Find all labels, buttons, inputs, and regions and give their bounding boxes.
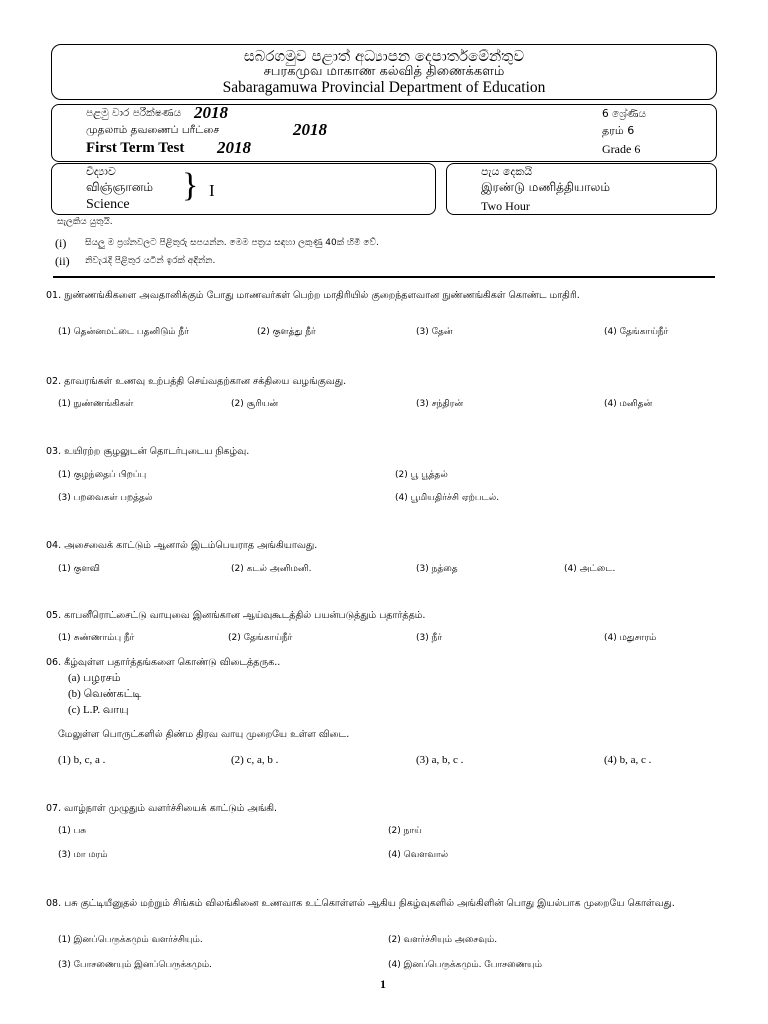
- exam-box: [51, 104, 717, 162]
- exam-year-2: 2018: [293, 120, 327, 139]
- q8-option-1[interactable]: (1) இனப்பெருக்கமும் வளர்ச்சியும்.: [58, 935, 203, 945]
- q6-option-4[interactable]: (4) b, a, c .: [604, 754, 652, 766]
- q3-option-2[interactable]: (2) பூ பூத்தல்: [395, 470, 448, 480]
- instruction-1-num: (i): [55, 236, 67, 250]
- q8-option-4[interactable]: (4) இனப்பெருக்கமும். போசணையும்: [388, 960, 543, 970]
- q1-option-4[interactable]: (4) தேங்காய்நீர்: [604, 327, 669, 337]
- exam-english: First Term Test: [86, 140, 185, 156]
- page-number: 1: [380, 977, 386, 991]
- question-7: 07. வாழ்நாள் முழுதும் வளர்ச்சியைக் காட்டும் அங்கி.: [46, 803, 278, 814]
- q8-option-3[interactable]: (3) போசணையும் இனப்பெருக்கமும்.: [58, 960, 213, 970]
- instruction-2-text: නිවැරැදි පිළිතුර යටින් ඉරක් අඳින්න.: [85, 256, 216, 266]
- divider-line: [53, 276, 715, 278]
- q1-option-2[interactable]: (2) குளத்து நீர்: [257, 327, 316, 337]
- q6-option-2[interactable]: (2) c, a, b .: [231, 754, 279, 766]
- q4-option-4[interactable]: (4) அட்டை.: [564, 564, 616, 574]
- question-2: 02. தாவரங்கள் உணவு உற்பத்தி செய்வதற்கான சக்தியை வழங்குவது.: [46, 376, 347, 387]
- q3-option-3[interactable]: (3) பறவைகள் பறத்தல்: [58, 493, 153, 503]
- grade-sinhala: 6 ශ්‍රේණිය: [602, 108, 647, 120]
- subject-english: Science: [86, 197, 130, 212]
- duration-box: [446, 163, 717, 215]
- q2-option-2[interactable]: (2) சூரியன்: [231, 399, 279, 409]
- q3-option-4[interactable]: (4) பூமியதிர்ச்சி ஏற்படல்.: [395, 493, 500, 503]
- instruction-1-text: සියලු ම ප්‍රශ්නවලට පිළිතුරු සපයන්න. මෙම පත්‍රය සඳහා ලකුණු 40ක් හිමි වේ.: [85, 238, 379, 248]
- q7-option-3[interactable]: (3) மா மரம்: [58, 850, 108, 860]
- q6-option-1[interactable]: (1) b, c, a .: [58, 754, 106, 766]
- exam-sinhala: පළමු වාර පරීක්ෂණය: [86, 107, 182, 119]
- grade-tamil: தரம் 6: [602, 124, 635, 137]
- q2-option-3[interactable]: (3) சந்திரன்: [416, 399, 464, 409]
- q4-option-3[interactable]: (3) நத்தை: [416, 564, 458, 574]
- subject-brace: }: [182, 167, 199, 204]
- q4-option-1[interactable]: (1) குளவி: [58, 564, 100, 574]
- subject-box: [51, 163, 436, 215]
- q7-option-4[interactable]: (4) வௌவால்: [388, 850, 449, 860]
- question-3: 03. உயிரற்ற சூழலுடன் தொடர்புடைய நிகழ்வு.: [46, 446, 250, 457]
- question-5: 05. காபனீரொட்சைட்டு வாயுவை இனங்கான ஆய்வுகூடத்தில் பயன்படுத்தும் பதார்த்தம்.: [46, 610, 426, 621]
- q5-option-4[interactable]: (4) மதுசாரம்: [604, 633, 657, 643]
- q6-prompt: மேலுள்ள பொருட்களில் திண்ம திரவ வாயு முறையே உள்ள விடை.: [58, 729, 350, 740]
- header-tamil: சபரகமுவ மாகாண கல்வித் திணைக்களம்: [263, 64, 505, 79]
- subject-sinhala: විද්‍යාව: [86, 165, 116, 178]
- q7-option-1[interactable]: (1) பசு: [58, 826, 87, 836]
- exam-tamil: முதலாம் தவணைப் பரீட்சை: [86, 124, 220, 136]
- q6-item-a: (a) பழரசம்: [68, 672, 121, 684]
- q6-item-b: (b) வெண்கட்டி: [68, 688, 142, 700]
- q2-option-4[interactable]: (4) மனிதன்: [604, 399, 653, 409]
- q5-option-3[interactable]: (3) நீர்: [416, 633, 443, 643]
- question-1: 01. நுண்ணங்கிகளை அவதானிக்கும் போது மாணவர்கள் பெற்ற மாதிரியில் குறைந்தளவான நுண்ணங்கிகள் கொண்ட மாதிரி.: [46, 290, 580, 301]
- q5-option-2[interactable]: (2) தேங்காய்நீர்: [228, 633, 293, 643]
- q5-option-1[interactable]: (1) சுண்ணாம்பு நீர்: [58, 633, 135, 643]
- header-english: Sabaragamuwa Provincial Department of Education: [222, 79, 546, 96]
- subject-tamil: விஞ்ஞானம்: [86, 180, 153, 194]
- q6-option-3[interactable]: (3) a, b, c .: [416, 754, 464, 766]
- instructions-title: සැලකිය යුතුයි.: [57, 217, 113, 227]
- question-4: 04. அசைவைக் காட்டும் ஆனால் இடம்பெயராத அங்கியாவது.: [46, 540, 318, 551]
- instruction-2-num: (ii): [55, 254, 70, 268]
- q8-option-2[interactable]: (2) வளர்ச்சியும் அசைவும்.: [388, 935, 498, 945]
- q2-option-1[interactable]: (1) நுண்ணங்கிகள்: [58, 399, 134, 409]
- grade-english: Grade 6: [602, 142, 641, 156]
- header-sinhala: සබරගමුව පළාත් අධ්‍යාපන දෙපාර්තමේන්තුව: [243, 47, 525, 65]
- question-6: 06. கீழ்வுள்ள பதார்த்தங்களை கொண்டு விடைத்தருக..: [46, 657, 281, 668]
- duration-tamil: இரண்டு மணித்தியாலம்: [481, 180, 610, 194]
- q4-option-2[interactable]: (2) கடல் அனிமனி.: [231, 564, 312, 574]
- exam-year-1: 2018: [194, 103, 228, 122]
- q6-item-c: (c) L.P. வாயு: [68, 704, 129, 716]
- question-8: 08. பசு குட்டியீனுதல் மற்றும் சிங்கம் விலங்கினை உணவாக உட்கொள்ளல் ஆகிய நிகழ்வுகளில் அங்கிளின் பொது இயல்பாக முறையே கொள்வது.: [46, 898, 675, 909]
- q1-option-1[interactable]: (1) தென்னமட்டை பதனிடும் நீர்: [58, 327, 189, 337]
- paper-number: I: [209, 181, 215, 200]
- q7-option-2[interactable]: (2) நாய்: [388, 826, 422, 836]
- duration-english: Two Hour: [481, 199, 530, 213]
- q1-option-3[interactable]: (3) தேன்: [416, 327, 453, 337]
- exam-year-3: 2018: [217, 138, 251, 157]
- duration-sinhala: පැය දෙකයි: [481, 165, 533, 178]
- q3-option-1[interactable]: (1) குழந்தைப் பிறப்பு: [58, 470, 147, 480]
- header-box: [51, 44, 717, 100]
